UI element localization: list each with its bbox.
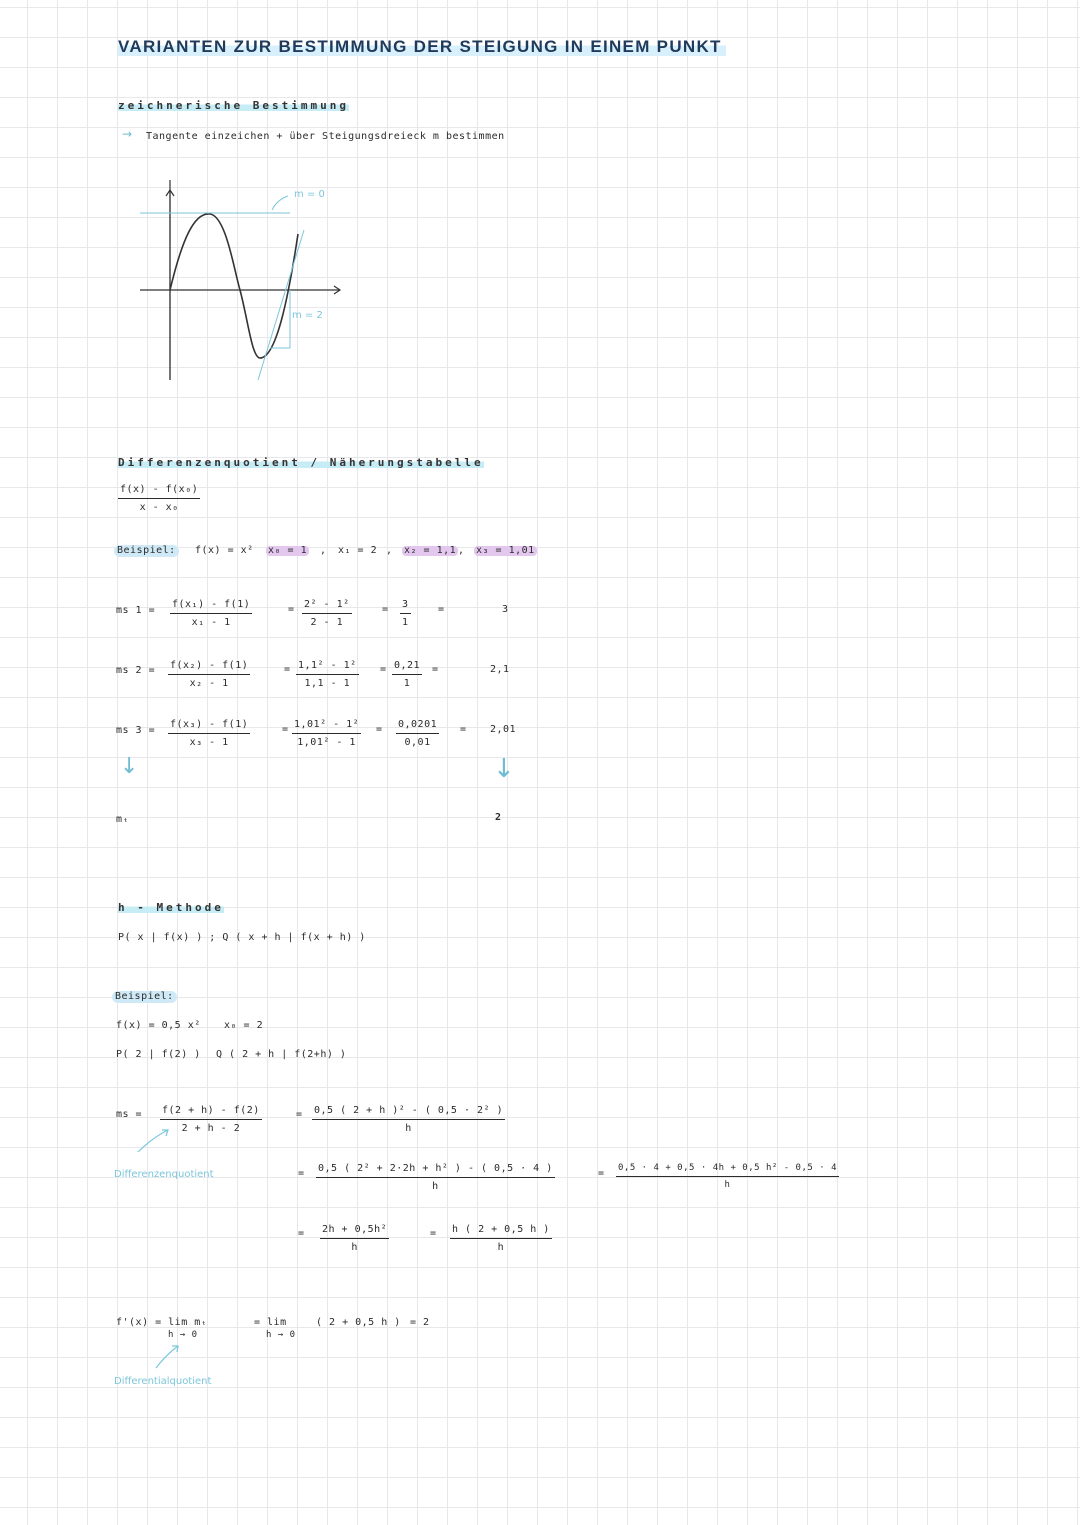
ms1-label: ms 1 = <box>116 605 156 616</box>
x0-value-2: x₀ = 2 <box>224 1020 264 1031</box>
h-step-3: $\frac{\text{0,5 ( 2² + 2·2h + h² ) - ( 0,5 · 4 )}}{h}$ <box>318 1163 553 1192</box>
equals: = <box>298 1228 305 1239</box>
equals: = <box>282 724 289 735</box>
limit-expression: ( 2 + 0,5 h ) <box>316 1317 401 1328</box>
equals: = <box>382 604 389 615</box>
ms-label: ms = <box>116 1109 143 1120</box>
ms3-fraction-2: $\frac{\text{1,01² - 1²}}{\text{1,01² - 1}}$ <box>294 719 360 748</box>
note-differentialquotient: Differentialquotient <box>114 1376 212 1387</box>
limit-mid: = lim <box>254 1317 287 1328</box>
limit-result: = 2 <box>410 1317 430 1328</box>
ms3-fraction-3: $\frac{0,0201}{0,01}$ <box>398 719 438 748</box>
limit-subscript: h → 0 <box>168 1330 198 1340</box>
example-label-2: Beispiel: <box>112 991 177 1003</box>
equals: = <box>298 1168 305 1179</box>
equals: = <box>430 1228 437 1239</box>
ms1-fraction-3: $\frac{3}{1}$ <box>402 599 409 628</box>
ms2-fraction-1: $\frac{\text{f(x₂) - f(1)}}{\text{x₂ - 1}}$ <box>170 660 249 689</box>
h-step-2: $\frac{\text{0,5 ( 2 + h )² - ( 0,5 · 2² )}}{h}$ <box>314 1105 504 1134</box>
equals: = <box>460 724 467 735</box>
label-m-two: m = 2 <box>292 310 323 321</box>
points-definition: P( x | f(x) ) ; Q ( x + h | f(x + h) ) <box>118 932 366 943</box>
down-arrow-icon: ↓ <box>493 754 515 784</box>
equals: = <box>380 664 387 675</box>
limit-lhs: f'(x) = lim mₜ <box>116 1317 208 1328</box>
equals: = <box>296 1109 303 1120</box>
note-differenzenquotient: Differenzenquotient <box>114 1169 214 1180</box>
ms2-label: ms 2 = <box>116 665 156 676</box>
ms2-result: 2,1 <box>490 664 510 675</box>
difference-quotient-formula: $\frac{\text{f(x) - f(x₀)}}{\text{x - x₀}}$ <box>120 484 199 513</box>
graphic-instruction: Tangente einzeichen + über Steigungsdreieck m bestimmen <box>146 131 505 142</box>
ms3-fraction-1: $\frac{\text{f(x₃) - f(1)}}{\text{x₃ - 1}}$ <box>170 719 249 748</box>
curved-arrow-icon <box>150 1342 186 1372</box>
ms1-result: 3 <box>502 604 509 615</box>
separator: , <box>386 545 393 556</box>
down-arrow-icon: ↓ <box>120 754 139 779</box>
h-step-1: $\frac{f(2 + h) - f(2)}{2 + h - 2}$ <box>162 1105 260 1134</box>
x1-value: x₁ = 2 <box>338 545 378 556</box>
point-p: P( 2 | f(2) ) <box>116 1049 201 1060</box>
ms1-fraction-2: $\frac{\text{2² - 1²}}{2 - 1}$ <box>304 599 350 628</box>
ms1-fraction-1: $\frac{\text{f(x₁) - f(1)}}{\text{x₁ - 1}}$ <box>172 599 251 628</box>
x3-value: x₃ = 1,01 <box>476 545 535 556</box>
h-step-6: $\frac{h ( 2 + 0,5 h )}{h}$ <box>452 1224 550 1253</box>
h-step-4: $\frac{\text{0,5 · 4 + 0,5 · 4h + 0,5 h² - 0,5 · 4}}{h}$ <box>618 1163 837 1190</box>
section-heading-h-method: h - Methode <box>118 901 224 914</box>
separator: , <box>458 545 465 556</box>
section-heading-graphic: zeichnerische Bestimmung <box>118 99 349 112</box>
equals: = <box>284 664 291 675</box>
sine-tangent-graph <box>130 180 370 390</box>
example-function-2: f(x) = 0,5 x² <box>116 1020 201 1031</box>
ms3-result: 2,01 <box>490 724 517 735</box>
mt-label: mₜ <box>116 814 130 825</box>
example-label-1: Beispiel: <box>114 545 179 557</box>
ms2-fraction-3: $\frac{0,21}{1}$ <box>394 660 421 689</box>
x2-value: x₂ = 1,1 <box>404 545 457 556</box>
ms3-label: ms 3 = <box>116 725 156 736</box>
equals: = <box>438 604 445 615</box>
arrow-icon: → <box>122 127 133 141</box>
equals: = <box>432 664 439 675</box>
equals: = <box>598 1168 605 1179</box>
mt-result: 2 <box>495 812 502 823</box>
label-m-zero: m = 0 <box>294 189 325 200</box>
section-heading-difference: Differenzenquotient / Näherungstabelle <box>118 456 484 469</box>
equals: = <box>288 604 295 615</box>
equals: = <box>376 724 383 735</box>
ms2-fraction-2: $\frac{\text{1,1² - 1²}}{1,1 - 1}$ <box>298 660 357 689</box>
limit-subscript: h → 0 <box>266 1330 296 1340</box>
page-title: VARIANTEN ZUR BESTIMMUNG DER STEIGUNG IN EINEM PUNKT <box>118 37 726 56</box>
h-step-5: $\frac{\text{2h + 0,5h²}}{h}$ <box>322 1224 388 1253</box>
separator: , <box>320 545 327 556</box>
example-function: f(x) = x² <box>195 545 254 556</box>
curved-arrow-icon <box>134 1126 174 1156</box>
x0-value: x₀ = 1 <box>268 545 308 556</box>
point-q: Q ( 2 + h | f(2+h) ) <box>216 1049 347 1060</box>
